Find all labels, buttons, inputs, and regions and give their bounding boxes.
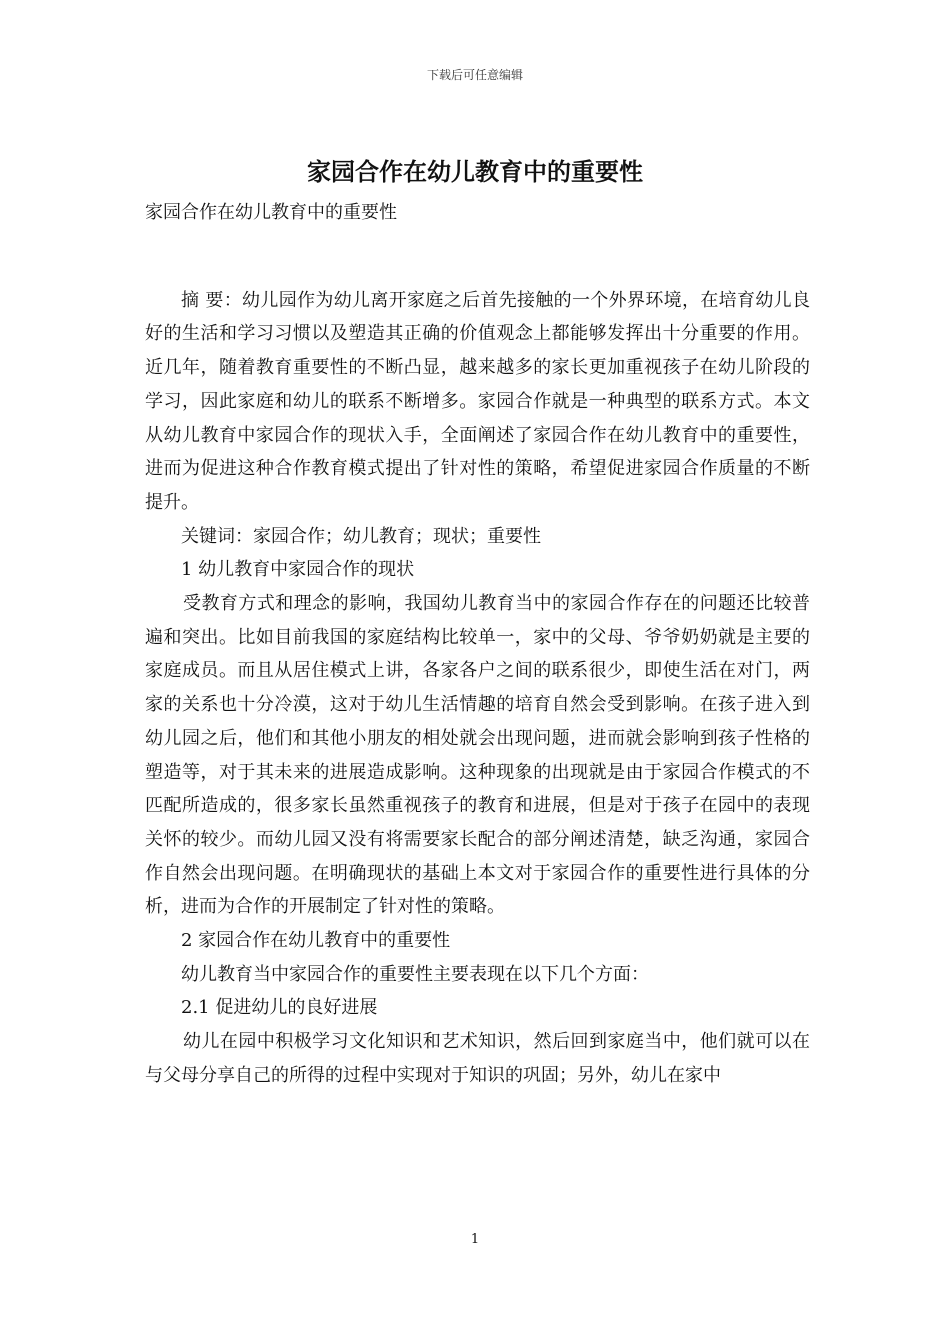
spacer [145,230,810,284]
section-2-1-paragraph: 幼儿在园中积极学习文化知识和艺术知识，然后回到家庭当中，他们就可以在与父母分享自己的所得的过程中实现对于知识的巩固；另外，幼儿在家中 [145,1031,810,1086]
abstract-paragraph: 摘 要：幼儿园作为幼儿离开家庭之后首先接触的一个外界环境，在培育幼儿良好的生活和学习习惯以及塑造其正确的价值观念上都能够发挥出十分重要的作用。近几年，随着教育重要性的不断凸显，越来越多的家长更加重视孩子在幼儿阶段的学习，因此家庭和幼儿的联系不断增多。家园合作就是一种典型的联系方式。本文从幼儿教育中家园合作的现状入手，全面阐述了家园合作在幼儿教育中的重要性，进而为促进这种合作教育模式提出了针对性的策略，希望促进家园合作质量的不断提升。 [145,289,810,513]
document-body [145,196,810,1093]
section-2-intro: 幼儿教育当中家园合作的重要性主要表现在以下几个方面： [181,963,649,985]
subtitle: 家园合作在幼儿教育中的重要性 [145,202,397,223]
section-1-heading: 1 幼儿教育中家园合作的现状 [181,559,415,581]
section-2-1-heading: 2.1 促进幼儿的良好进展 [181,997,378,1019]
header-note: 下载后可任意编辑 [426,68,523,82]
section-2-heading: 2 家园合作在幼儿教育中的重要性 [181,930,451,952]
keywords-line: 关键词：家园合作；幼儿教育；现状；重要性 [181,525,541,547]
section-1-paragraph: 受教育方式和理念的影响，我国幼儿教育当中的家园合作存在的问题还比较普遍和突出。比如目前我国的家庭结构比较单一，家中的父母、爷爷奶奶就是主要的家庭成员。而且从居住模式上讲，各家各户之间的联系很少，即使生活在对门，两家的关系也十分冷漠，这对于幼儿生活情趣的培育自然会受到影响。在孩子进入到幼儿园之后，他们和其他小朋友的相处就会出现问题，进而就会影响到孩子性格的塑造等，对于其未来的进展造成影响。这种现象的出现就是由于家园合作模式的不匹配所造成的，很多家长虽然重视孩子的教育和进展，但是对于孩子在园中的表现关怀的较少。而幼儿园又没有将需要家长配合的部分阐述清楚，缺乏沟通，家园合作自然会出现问题。在明确现状的基础上本文对于家园合作的重要性进行具体的分析，进而为合作的开展制定了针对性的策略。 [145,593,810,918]
page-number: 1 [470,1232,480,1247]
document-title: 家园合作在幼儿教育中的重要性 [307,158,643,186]
